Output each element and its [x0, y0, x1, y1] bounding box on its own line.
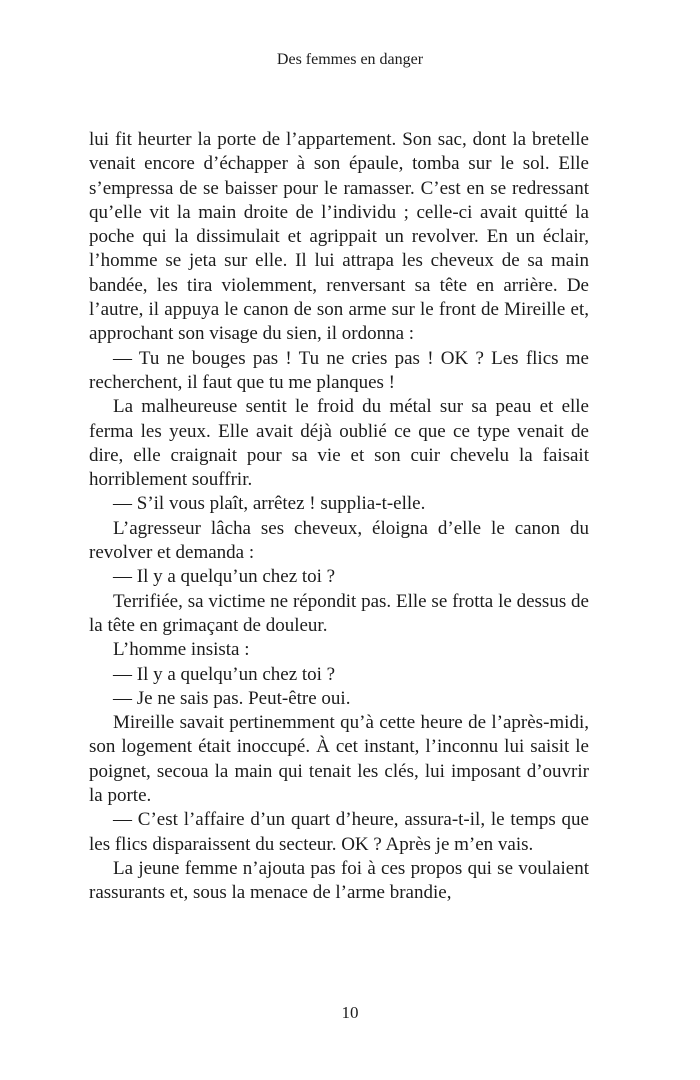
body-text — [89, 128, 589, 906]
dialogue-line: — Je ne sais pas. Peut-être oui. — [113, 687, 351, 709]
paragraph: L’agresseur lâcha ses cheveux, éloigna d’elle le canon du revolver et demanda : — [89, 517, 589, 564]
paragraph: Mireille savait pertinemment qu’à cette heure de l’après-midi, son logement était inoccupé. À cet instant, l’inconnu lui saisit le poignet, secoua la main qui tenait les clés, lui imposant d’ouvrir la porte. — [89, 712, 589, 807]
page-number: 10 — [341, 1003, 359, 1022]
dialogue-line: — Tu ne bouges pas ! Tu ne cries pas ! OK ? Les flics me recherchent, il faut que tu me planques ! — [89, 347, 589, 393]
dialogue-line: — S’il vous plaît, arrêtez ! supplia-t-elle. — [113, 493, 426, 515]
paragraph: Terrifiée, sa victime ne répondit pas. Elle se frotta le dessus de la tête en grimaçant de douleur. — [89, 590, 589, 636]
dialogue-line: — Il y a quelqu’un chez toi ? — [113, 663, 336, 685]
dialogue-line: — C’est l’affaire d’un quart d’heure, assura-t-il, le temps que les flics disparaissent du secteur. OK ? Après je m’en vais. — [89, 809, 589, 855]
paragraph: lui fit heurter la porte de l’appartement. Son sac, dont la bretelle venait encore d’échapper à son épaule, tomba sur le sol. Elle s’empressa de se baisser pour le ramasser. C’est en se redressant qu’elle vit la main droite de l’individu ; celle-ci avait quitté la poche qui la dissimulait et agrippait un revolver. En un éclair, l’homme se jeta sur elle. Il lui attrapa les cheveux de sa main bandée, les tira violemment, renversant sa tête en arrière. De l’autre, il appuya le canon de son arme sur le front de Mireille et, approchant son visage du sien, il ordonna : — [89, 129, 589, 345]
paragraph: La jeune femme n’ajouta pas foi à ces propos qui se voulaient rassurants et, sous la menace de l’arme brandie, — [89, 857, 589, 904]
running-header: Des femmes en danger — [276, 51, 424, 68]
paragraph: La malheureuse sentit le froid du métal sur sa peau et elle ferma les yeux. Elle avait déjà oublié ce que ce type venait de dire, elle craignait pour sa vie et son cuir chevelu la faisait horriblement souffrir. — [89, 396, 589, 491]
paragraph: L’homme insista : — [113, 639, 250, 661]
dialogue-line: — Il y a quelqu’un chez toi ? — [113, 566, 336, 588]
